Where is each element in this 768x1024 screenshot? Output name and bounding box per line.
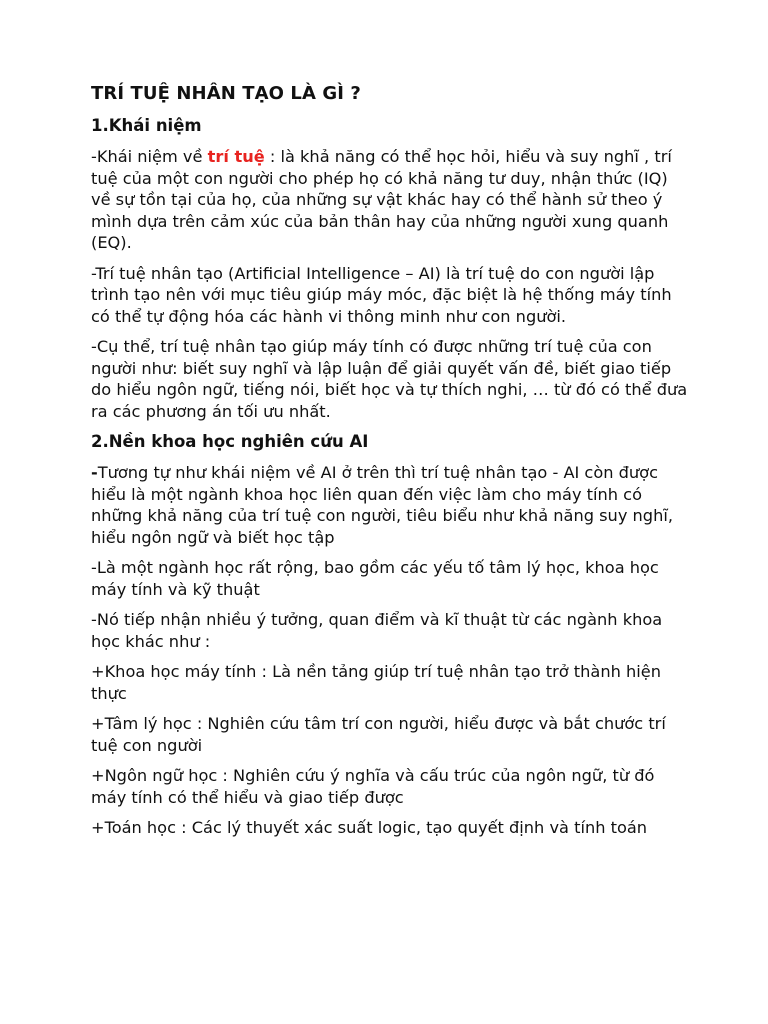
bold-dash: - bbox=[91, 463, 98, 482]
section-2-list-item-linguistics: +Ngôn ngữ học : Nghiên cứu ý nghĩa và cấu trúc của ngôn ngữ, từ đó máy tính có thể hiểu và giao tiếp được bbox=[91, 766, 655, 807]
section-1-paragraph-2: -Trí tuệ nhân tạo (Artificial Intelligence – AI) là trí tuệ do con người lập trình tạo nên với mục tiêu giúp máy móc, đặc biệt là hệ thống máy tính có thể tự động hóa các hành vi thông minh như con người. bbox=[91, 263, 672, 326]
section-1-paragraph-1 bbox=[91, 146, 691, 254]
section-2-paragraph-2: -Là một ngành học rất rộng, bao gồm các yếu tố tâm lý học, khoa học máy tính và kỹ thuật bbox=[91, 558, 659, 599]
paragraph-text: -Khái niệm về bbox=[91, 147, 208, 166]
section-2-list-item-computer-science: +Khoa học máy tính : Là nền tảng giúp trí tuệ nhân tạo trở thành hiện thực bbox=[91, 662, 661, 703]
section-2-paragraph-1 bbox=[91, 462, 691, 548]
document-title: TRÍ TUỆ NHÂN TẠO LÀ GÌ ? bbox=[91, 83, 361, 104]
highlighted-term: trí tuệ bbox=[207, 147, 265, 166]
section-2-list-item-psychology: +Tâm lý học : Nghiên cứu tâm trí con người, hiểu được và bắt chước trí tuệ con người bbox=[91, 714, 666, 755]
paragraph-text: Tương tự như khái niệm về AI ở trên thì trí tuệ nhân tạo - AI còn được hiểu là một ngành khoa học liên quan đến việc làm cho máy tính có những khả năng của trí tuệ con người, tiêu biểu như khả năng suy nghĩ, hiểu ngôn ngữ và biết học tập bbox=[91, 463, 673, 547]
section-2-list-item-mathematics: +Toán học : Các lý thuyết xác suất logic, tạo quyết định và tính toán bbox=[91, 818, 648, 837]
paragraph-text: : là khả năng có thể học hỏi, hiểu và suy nghĩ , trí tuệ của một con người cho phép họ có khả năng tư duy, nhận thức (IQ) về sự tồn tại của họ, của những sự vật khác hay có thể hành sử theo ý mình dựa trên cảm xúc của bản thân hay của những người xung quanh (EQ). bbox=[91, 147, 672, 252]
section-2-heading: 2.Nền khoa học nghiên cứu AI bbox=[91, 432, 369, 451]
section-2-paragraph-3: -Nó tiếp nhận nhiều ý tưởng, quan điểm và kĩ thuật từ các ngành khoa học khác như : bbox=[91, 610, 663, 651]
document-page bbox=[91, 82, 691, 848]
section-1-heading: 1.Khái niệm bbox=[91, 116, 202, 135]
section-1-paragraph-3: -Cụ thể, trí tuệ nhân tạo giúp máy tính có được những trí tuệ của con người như: biết suy nghĩ và lập luận để giải quyết vấn đề, biết giao tiếp do hiểu ngôn ngữ, tiếng nói, biết học và tự thích nghi, … từ đó có thể đưa ra các phương án tối ưu nhất. bbox=[91, 337, 688, 421]
